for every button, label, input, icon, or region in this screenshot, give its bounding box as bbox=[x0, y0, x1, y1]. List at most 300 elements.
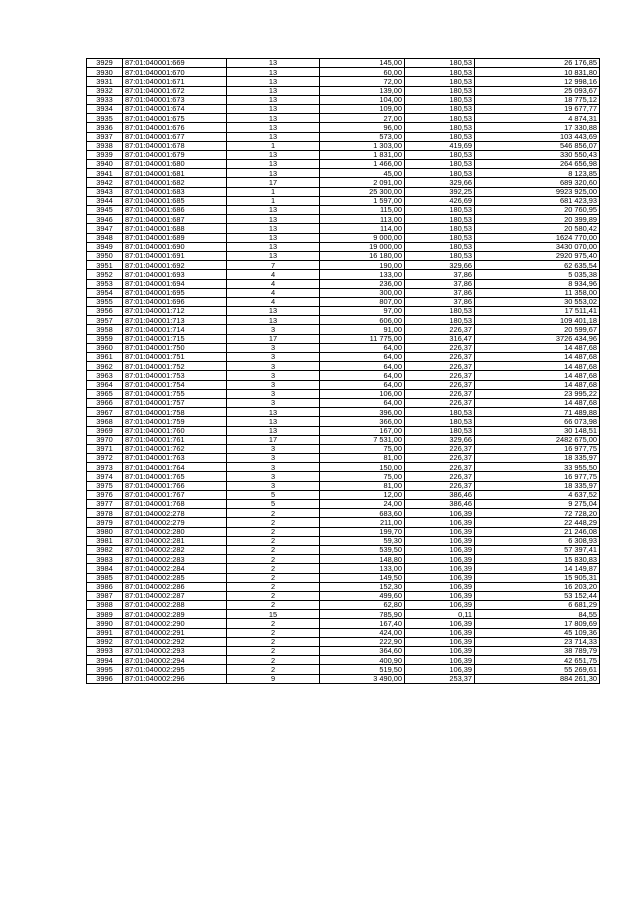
value-cell: 16 203,20 bbox=[475, 582, 600, 591]
table-row bbox=[87, 665, 600, 674]
rate-cell: 180,53 bbox=[405, 150, 475, 159]
table-row bbox=[87, 647, 600, 656]
area-cell: 64,00 bbox=[320, 380, 405, 389]
zone-code-cell: 3 bbox=[227, 380, 320, 389]
row-number-cell: 3990 bbox=[87, 619, 123, 628]
cadastral-number-cell: 87:01:040001:764 bbox=[123, 463, 227, 472]
row-number-cell: 3981 bbox=[87, 536, 123, 545]
area-cell: 75,00 bbox=[320, 472, 405, 481]
value-cell: 2482 675,00 bbox=[475, 435, 600, 444]
rate-cell: 106,39 bbox=[405, 527, 475, 536]
cadastral-number-cell: 87:01:040001:679 bbox=[123, 150, 227, 159]
cadastral-number-cell: 87:01:040002:284 bbox=[123, 564, 227, 573]
rate-cell: 392,25 bbox=[405, 187, 475, 196]
zone-code-cell: 3 bbox=[227, 398, 320, 407]
value-cell: 53 152,44 bbox=[475, 591, 600, 600]
zone-code-cell: 13 bbox=[227, 251, 320, 260]
zone-code-cell: 4 bbox=[227, 297, 320, 306]
zone-code-cell: 2 bbox=[227, 601, 320, 610]
cadastral-number-cell: 87:01:040002:283 bbox=[123, 555, 227, 564]
value-cell: 11 358,00 bbox=[475, 288, 600, 297]
cadastral-number-cell: 87:01:040001:688 bbox=[123, 224, 227, 233]
rate-cell: 180,53 bbox=[405, 307, 475, 316]
area-cell: 12,00 bbox=[320, 490, 405, 499]
value-cell: 18 335,97 bbox=[475, 481, 600, 490]
rate-cell: 106,39 bbox=[405, 509, 475, 518]
cadastral-number-cell: 87:01:040001:760 bbox=[123, 426, 227, 435]
zone-code-cell: 2 bbox=[227, 647, 320, 656]
row-number-cell: 3957 bbox=[87, 316, 123, 325]
cadastral-number-cell: 87:01:040002:292 bbox=[123, 637, 227, 646]
area-cell: 785,90 bbox=[320, 610, 405, 619]
row-number-cell: 3971 bbox=[87, 444, 123, 453]
row-number-cell: 3954 bbox=[87, 288, 123, 297]
value-cell: 26 176,85 bbox=[475, 59, 600, 68]
table-row bbox=[87, 297, 600, 306]
table-row bbox=[87, 95, 600, 104]
row-number-cell: 3988 bbox=[87, 601, 123, 610]
area-cell: 75,00 bbox=[320, 444, 405, 453]
cadastral-number-cell: 87:01:040002:279 bbox=[123, 518, 227, 527]
cadastral-number-cell: 87:01:040002:290 bbox=[123, 619, 227, 628]
cadastral-number-cell: 87:01:040001:675 bbox=[123, 114, 227, 123]
row-number-cell: 3942 bbox=[87, 178, 123, 187]
area-cell: 64,00 bbox=[320, 353, 405, 362]
cadastral-number-cell: 87:01:040001:690 bbox=[123, 242, 227, 251]
zone-code-cell: 13 bbox=[227, 104, 320, 113]
row-number-cell: 3984 bbox=[87, 564, 123, 573]
value-cell: 330 550,43 bbox=[475, 150, 600, 159]
rate-cell: 180,53 bbox=[405, 417, 475, 426]
area-cell: 236,00 bbox=[320, 279, 405, 288]
rate-cell: 180,53 bbox=[405, 160, 475, 169]
area-cell: 9 000,00 bbox=[320, 233, 405, 242]
table-row bbox=[87, 564, 600, 573]
table-row bbox=[87, 242, 600, 251]
cadastral-value-table bbox=[86, 58, 600, 684]
cadastral-number-cell: 87:01:040001:761 bbox=[123, 435, 227, 444]
row-number-cell: 3968 bbox=[87, 417, 123, 426]
value-cell: 681 423,93 bbox=[475, 196, 600, 205]
area-cell: 1 466,00 bbox=[320, 160, 405, 169]
row-number-cell: 3983 bbox=[87, 555, 123, 564]
table-row bbox=[87, 509, 600, 518]
table-row bbox=[87, 150, 600, 159]
row-number-cell: 3989 bbox=[87, 610, 123, 619]
cadastral-number-cell: 87:01:040001:767 bbox=[123, 490, 227, 499]
row-number-cell: 3995 bbox=[87, 665, 123, 674]
value-cell: 3430 070,00 bbox=[475, 242, 600, 251]
zone-code-cell: 3 bbox=[227, 481, 320, 490]
area-cell: 1 303,00 bbox=[320, 141, 405, 150]
row-number-cell: 3976 bbox=[87, 490, 123, 499]
value-cell: 30 148,51 bbox=[475, 426, 600, 435]
area-cell: 97,00 bbox=[320, 307, 405, 316]
area-cell: 115,00 bbox=[320, 206, 405, 215]
value-cell: 14 149,87 bbox=[475, 564, 600, 573]
value-cell: 546 856,07 bbox=[475, 141, 600, 150]
area-cell: 190,00 bbox=[320, 261, 405, 270]
rate-cell: 180,53 bbox=[405, 408, 475, 417]
zone-code-cell: 13 bbox=[227, 123, 320, 132]
area-cell: 25 300,00 bbox=[320, 187, 405, 196]
table-row bbox=[87, 656, 600, 665]
zone-code-cell: 13 bbox=[227, 132, 320, 141]
row-number-cell: 3956 bbox=[87, 307, 123, 316]
value-cell: 45 109,36 bbox=[475, 628, 600, 637]
area-cell: 133,00 bbox=[320, 564, 405, 573]
row-number-cell: 3939 bbox=[87, 150, 123, 159]
zone-code-cell: 3 bbox=[227, 472, 320, 481]
area-cell: 424,00 bbox=[320, 628, 405, 637]
cadastral-number-cell: 87:01:040001:765 bbox=[123, 472, 227, 481]
cadastral-number-cell: 87:01:040002:293 bbox=[123, 647, 227, 656]
value-cell: 72 728,20 bbox=[475, 509, 600, 518]
cadastral-number-cell: 87:01:040001:669 bbox=[123, 59, 227, 68]
area-cell: 364,60 bbox=[320, 647, 405, 656]
value-cell: 62 635,54 bbox=[475, 261, 600, 270]
cadastral-number-cell: 87:01:040002:286 bbox=[123, 582, 227, 591]
zone-code-cell: 5 bbox=[227, 500, 320, 509]
rate-cell: 106,39 bbox=[405, 637, 475, 646]
zone-code-cell: 2 bbox=[227, 656, 320, 665]
area-cell: 114,00 bbox=[320, 224, 405, 233]
value-cell: 4 637,52 bbox=[475, 490, 600, 499]
area-cell: 3 490,00 bbox=[320, 674, 405, 683]
value-cell: 109 401,18 bbox=[475, 316, 600, 325]
table-row bbox=[87, 555, 600, 564]
table-row bbox=[87, 343, 600, 352]
zone-code-cell: 2 bbox=[227, 536, 320, 545]
table-row bbox=[87, 334, 600, 343]
cadastral-number-cell: 87:01:040001:680 bbox=[123, 160, 227, 169]
cadastral-number-cell: 87:01:040001:676 bbox=[123, 123, 227, 132]
value-cell: 20 760,95 bbox=[475, 206, 600, 215]
zone-code-cell: 13 bbox=[227, 68, 320, 77]
table-row bbox=[87, 196, 600, 205]
row-number-cell: 3996 bbox=[87, 674, 123, 683]
table-row bbox=[87, 637, 600, 646]
rate-cell: 37,86 bbox=[405, 279, 475, 288]
zone-code-cell: 2 bbox=[227, 637, 320, 646]
value-cell: 14 487,68 bbox=[475, 398, 600, 407]
cadastral-number-cell: 87:01:040001:759 bbox=[123, 417, 227, 426]
rate-cell: 180,53 bbox=[405, 123, 475, 132]
row-number-cell: 3932 bbox=[87, 86, 123, 95]
value-cell: 8 123,85 bbox=[475, 169, 600, 178]
area-cell: 24,00 bbox=[320, 500, 405, 509]
table-row bbox=[87, 601, 600, 610]
rate-cell: 106,39 bbox=[405, 591, 475, 600]
row-number-cell: 3938 bbox=[87, 141, 123, 150]
zone-code-cell: 2 bbox=[227, 527, 320, 536]
zone-code-cell: 2 bbox=[227, 619, 320, 628]
table-row bbox=[87, 325, 600, 334]
row-number-cell: 3937 bbox=[87, 132, 123, 141]
cadastral-number-cell: 87:01:040001:712 bbox=[123, 307, 227, 316]
value-cell: 2920 975,40 bbox=[475, 251, 600, 260]
cadastral-number-cell: 87:01:040002:295 bbox=[123, 665, 227, 674]
value-cell: 25 093,67 bbox=[475, 86, 600, 95]
area-cell: 133,00 bbox=[320, 270, 405, 279]
row-number-cell: 3978 bbox=[87, 509, 123, 518]
rate-cell: 180,53 bbox=[405, 59, 475, 68]
value-cell: 17 511,41 bbox=[475, 307, 600, 316]
row-number-cell: 3958 bbox=[87, 325, 123, 334]
area-cell: 573,00 bbox=[320, 132, 405, 141]
row-number-cell: 3929 bbox=[87, 59, 123, 68]
row-number-cell: 3964 bbox=[87, 380, 123, 389]
zone-code-cell: 2 bbox=[227, 665, 320, 674]
table-row bbox=[87, 389, 600, 398]
zone-code-cell: 13 bbox=[227, 86, 320, 95]
area-cell: 81,00 bbox=[320, 481, 405, 490]
value-cell: 16 977,75 bbox=[475, 472, 600, 481]
value-cell: 14 487,68 bbox=[475, 380, 600, 389]
row-number-cell: 3951 bbox=[87, 261, 123, 270]
zone-code-cell: 13 bbox=[227, 233, 320, 242]
area-cell: 2 091,00 bbox=[320, 178, 405, 187]
cadastral-number-cell: 87:01:040001:766 bbox=[123, 481, 227, 490]
rate-cell: 180,53 bbox=[405, 95, 475, 104]
zone-code-cell: 3 bbox=[227, 343, 320, 352]
row-number-cell: 3982 bbox=[87, 545, 123, 554]
zone-code-cell: 13 bbox=[227, 417, 320, 426]
zone-code-cell: 13 bbox=[227, 206, 320, 215]
area-cell: 400,90 bbox=[320, 656, 405, 665]
rate-cell: 106,39 bbox=[405, 536, 475, 545]
rate-cell: 226,37 bbox=[405, 353, 475, 362]
value-cell: 14 487,68 bbox=[475, 371, 600, 380]
zone-code-cell: 3 bbox=[227, 371, 320, 380]
row-number-cell: 3943 bbox=[87, 187, 123, 196]
cadastral-number-cell: 87:01:040001:750 bbox=[123, 343, 227, 352]
row-number-cell: 3955 bbox=[87, 297, 123, 306]
row-number-cell: 3935 bbox=[87, 114, 123, 123]
value-cell: 17 809,69 bbox=[475, 619, 600, 628]
cadastral-number-cell: 87:01:040002:289 bbox=[123, 610, 227, 619]
row-number-cell: 3962 bbox=[87, 362, 123, 371]
table-row bbox=[87, 77, 600, 86]
row-number-cell: 3950 bbox=[87, 251, 123, 260]
cadastral-number-cell: 87:01:040001:672 bbox=[123, 86, 227, 95]
table-row bbox=[87, 380, 600, 389]
table-row bbox=[87, 215, 600, 224]
table-row bbox=[87, 86, 600, 95]
rate-cell: 386,46 bbox=[405, 500, 475, 509]
area-cell: 19 000,00 bbox=[320, 242, 405, 251]
table-row bbox=[87, 187, 600, 196]
value-cell: 14 487,68 bbox=[475, 353, 600, 362]
value-cell: 55 269,61 bbox=[475, 665, 600, 674]
zone-code-cell: 1 bbox=[227, 196, 320, 205]
rate-cell: 37,86 bbox=[405, 297, 475, 306]
table-row bbox=[87, 224, 600, 233]
value-cell: 14 487,68 bbox=[475, 343, 600, 352]
table-body bbox=[87, 59, 600, 684]
rate-cell: 180,53 bbox=[405, 215, 475, 224]
table-row bbox=[87, 206, 600, 215]
value-cell: 23 995,22 bbox=[475, 389, 600, 398]
zone-code-cell: 2 bbox=[227, 591, 320, 600]
area-cell: 149,50 bbox=[320, 573, 405, 582]
table-row bbox=[87, 582, 600, 591]
table-row bbox=[87, 536, 600, 545]
zone-code-cell: 13 bbox=[227, 169, 320, 178]
row-number-cell: 3975 bbox=[87, 481, 123, 490]
cadastral-number-cell: 87:01:040002:282 bbox=[123, 545, 227, 554]
area-cell: 7 531,00 bbox=[320, 435, 405, 444]
area-cell: 59,30 bbox=[320, 536, 405, 545]
zone-code-cell: 13 bbox=[227, 307, 320, 316]
table-row bbox=[87, 104, 600, 113]
table-row bbox=[87, 270, 600, 279]
rate-cell: 226,37 bbox=[405, 481, 475, 490]
cadastral-number-cell: 87:01:040001:685 bbox=[123, 196, 227, 205]
row-number-cell: 3993 bbox=[87, 647, 123, 656]
table-row bbox=[87, 454, 600, 463]
value-cell: 84,55 bbox=[475, 610, 600, 619]
value-cell: 16 977,75 bbox=[475, 444, 600, 453]
value-cell: 18 775,12 bbox=[475, 95, 600, 104]
value-cell: 689 320,60 bbox=[475, 178, 600, 187]
area-cell: 81,00 bbox=[320, 454, 405, 463]
table-row bbox=[87, 362, 600, 371]
cadastral-number-cell: 87:01:040001:673 bbox=[123, 95, 227, 104]
row-number-cell: 3934 bbox=[87, 104, 123, 113]
row-number-cell: 3994 bbox=[87, 656, 123, 665]
zone-code-cell: 13 bbox=[227, 150, 320, 159]
area-cell: 27,00 bbox=[320, 114, 405, 123]
row-number-cell: 3930 bbox=[87, 68, 123, 77]
value-cell: 4 874,31 bbox=[475, 114, 600, 123]
row-number-cell: 3959 bbox=[87, 334, 123, 343]
row-number-cell: 3987 bbox=[87, 591, 123, 600]
cadastral-number-cell: 87:01:040001:670 bbox=[123, 68, 227, 77]
row-number-cell: 3974 bbox=[87, 472, 123, 481]
value-cell: 57 397,41 bbox=[475, 545, 600, 554]
rate-cell: 226,37 bbox=[405, 362, 475, 371]
zone-code-cell: 13 bbox=[227, 114, 320, 123]
cadastral-number-cell: 87:01:040001:681 bbox=[123, 169, 227, 178]
table-row bbox=[87, 628, 600, 637]
row-number-cell: 3992 bbox=[87, 637, 123, 646]
table-row bbox=[87, 178, 600, 187]
row-number-cell: 3953 bbox=[87, 279, 123, 288]
cadastral-number-cell: 87:01:040001:692 bbox=[123, 261, 227, 270]
value-cell: 8 934,96 bbox=[475, 279, 600, 288]
cadastral-number-cell: 87:01:040001:682 bbox=[123, 178, 227, 187]
value-cell: 38 789,79 bbox=[475, 647, 600, 656]
zone-code-cell: 3 bbox=[227, 389, 320, 398]
rate-cell: 106,39 bbox=[405, 628, 475, 637]
row-number-cell: 3966 bbox=[87, 398, 123, 407]
rate-cell: 180,53 bbox=[405, 86, 475, 95]
row-number-cell: 3961 bbox=[87, 353, 123, 362]
table-row bbox=[87, 527, 600, 536]
cadastral-number-cell: 87:01:040001:713 bbox=[123, 316, 227, 325]
cadastral-number-cell: 87:01:040001:762 bbox=[123, 444, 227, 453]
row-number-cell: 3948 bbox=[87, 233, 123, 242]
row-number-cell: 3949 bbox=[87, 242, 123, 251]
zone-code-cell: 3 bbox=[227, 353, 320, 362]
zone-code-cell: 2 bbox=[227, 545, 320, 554]
zone-code-cell: 2 bbox=[227, 555, 320, 564]
value-cell: 30 553,02 bbox=[475, 297, 600, 306]
cadastral-number-cell: 87:01:040001:683 bbox=[123, 187, 227, 196]
table-row bbox=[87, 545, 600, 554]
value-cell: 1624 770,00 bbox=[475, 233, 600, 242]
zone-code-cell: 13 bbox=[227, 215, 320, 224]
table-row bbox=[87, 573, 600, 582]
table-row bbox=[87, 307, 600, 316]
zone-code-cell: 2 bbox=[227, 582, 320, 591]
zone-code-cell: 3 bbox=[227, 444, 320, 453]
rate-cell: 426,69 bbox=[405, 196, 475, 205]
rate-cell: 226,37 bbox=[405, 371, 475, 380]
rate-cell: 226,37 bbox=[405, 444, 475, 453]
rate-cell: 106,39 bbox=[405, 564, 475, 573]
area-cell: 519,50 bbox=[320, 665, 405, 674]
value-cell: 20 399,89 bbox=[475, 215, 600, 224]
area-cell: 148,80 bbox=[320, 555, 405, 564]
cadastral-number-cell: 87:01:040001:696 bbox=[123, 297, 227, 306]
zone-code-cell: 2 bbox=[227, 628, 320, 637]
area-cell: 64,00 bbox=[320, 362, 405, 371]
cadastral-number-cell: 87:01:040001:758 bbox=[123, 408, 227, 417]
value-cell: 66 073,98 bbox=[475, 417, 600, 426]
cadastral-number-cell: 87:01:040001:674 bbox=[123, 104, 227, 113]
value-cell: 20 580,42 bbox=[475, 224, 600, 233]
value-cell: 14 487,68 bbox=[475, 362, 600, 371]
cadastral-number-cell: 87:01:040002:281 bbox=[123, 536, 227, 545]
rate-cell: 226,37 bbox=[405, 398, 475, 407]
cadastral-number-cell: 87:01:040002:285 bbox=[123, 573, 227, 582]
cadastral-number-cell: 87:01:040001:689 bbox=[123, 233, 227, 242]
area-cell: 152,30 bbox=[320, 582, 405, 591]
table-row bbox=[87, 251, 600, 260]
cadastral-number-cell: 87:01:040001:678 bbox=[123, 141, 227, 150]
value-cell: 264 656,98 bbox=[475, 160, 600, 169]
area-cell: 106,00 bbox=[320, 389, 405, 398]
table-row bbox=[87, 59, 600, 68]
cadastral-number-cell: 87:01:040001:754 bbox=[123, 380, 227, 389]
value-cell: 18 335,97 bbox=[475, 454, 600, 463]
value-cell: 3726 434,96 bbox=[475, 334, 600, 343]
rate-cell: 106,39 bbox=[405, 518, 475, 527]
rate-cell: 180,53 bbox=[405, 426, 475, 435]
zone-code-cell: 3 bbox=[227, 454, 320, 463]
zone-code-cell: 13 bbox=[227, 59, 320, 68]
value-cell: 23 714,33 bbox=[475, 637, 600, 646]
row-number-cell: 3936 bbox=[87, 123, 123, 132]
rate-cell: 180,53 bbox=[405, 169, 475, 178]
rate-cell: 106,39 bbox=[405, 555, 475, 564]
table-row bbox=[87, 261, 600, 270]
zone-code-cell: 1 bbox=[227, 141, 320, 150]
rate-cell: 180,53 bbox=[405, 114, 475, 123]
row-number-cell: 3952 bbox=[87, 270, 123, 279]
table-row bbox=[87, 463, 600, 472]
zone-code-cell: 17 bbox=[227, 435, 320, 444]
value-cell: 33 955,50 bbox=[475, 463, 600, 472]
table-row bbox=[87, 472, 600, 481]
rate-cell: 329,66 bbox=[405, 178, 475, 187]
value-cell: 71 489,88 bbox=[475, 408, 600, 417]
row-number-cell: 3941 bbox=[87, 169, 123, 178]
cadastral-number-cell: 87:01:040001:751 bbox=[123, 353, 227, 362]
zone-code-cell: 13 bbox=[227, 426, 320, 435]
